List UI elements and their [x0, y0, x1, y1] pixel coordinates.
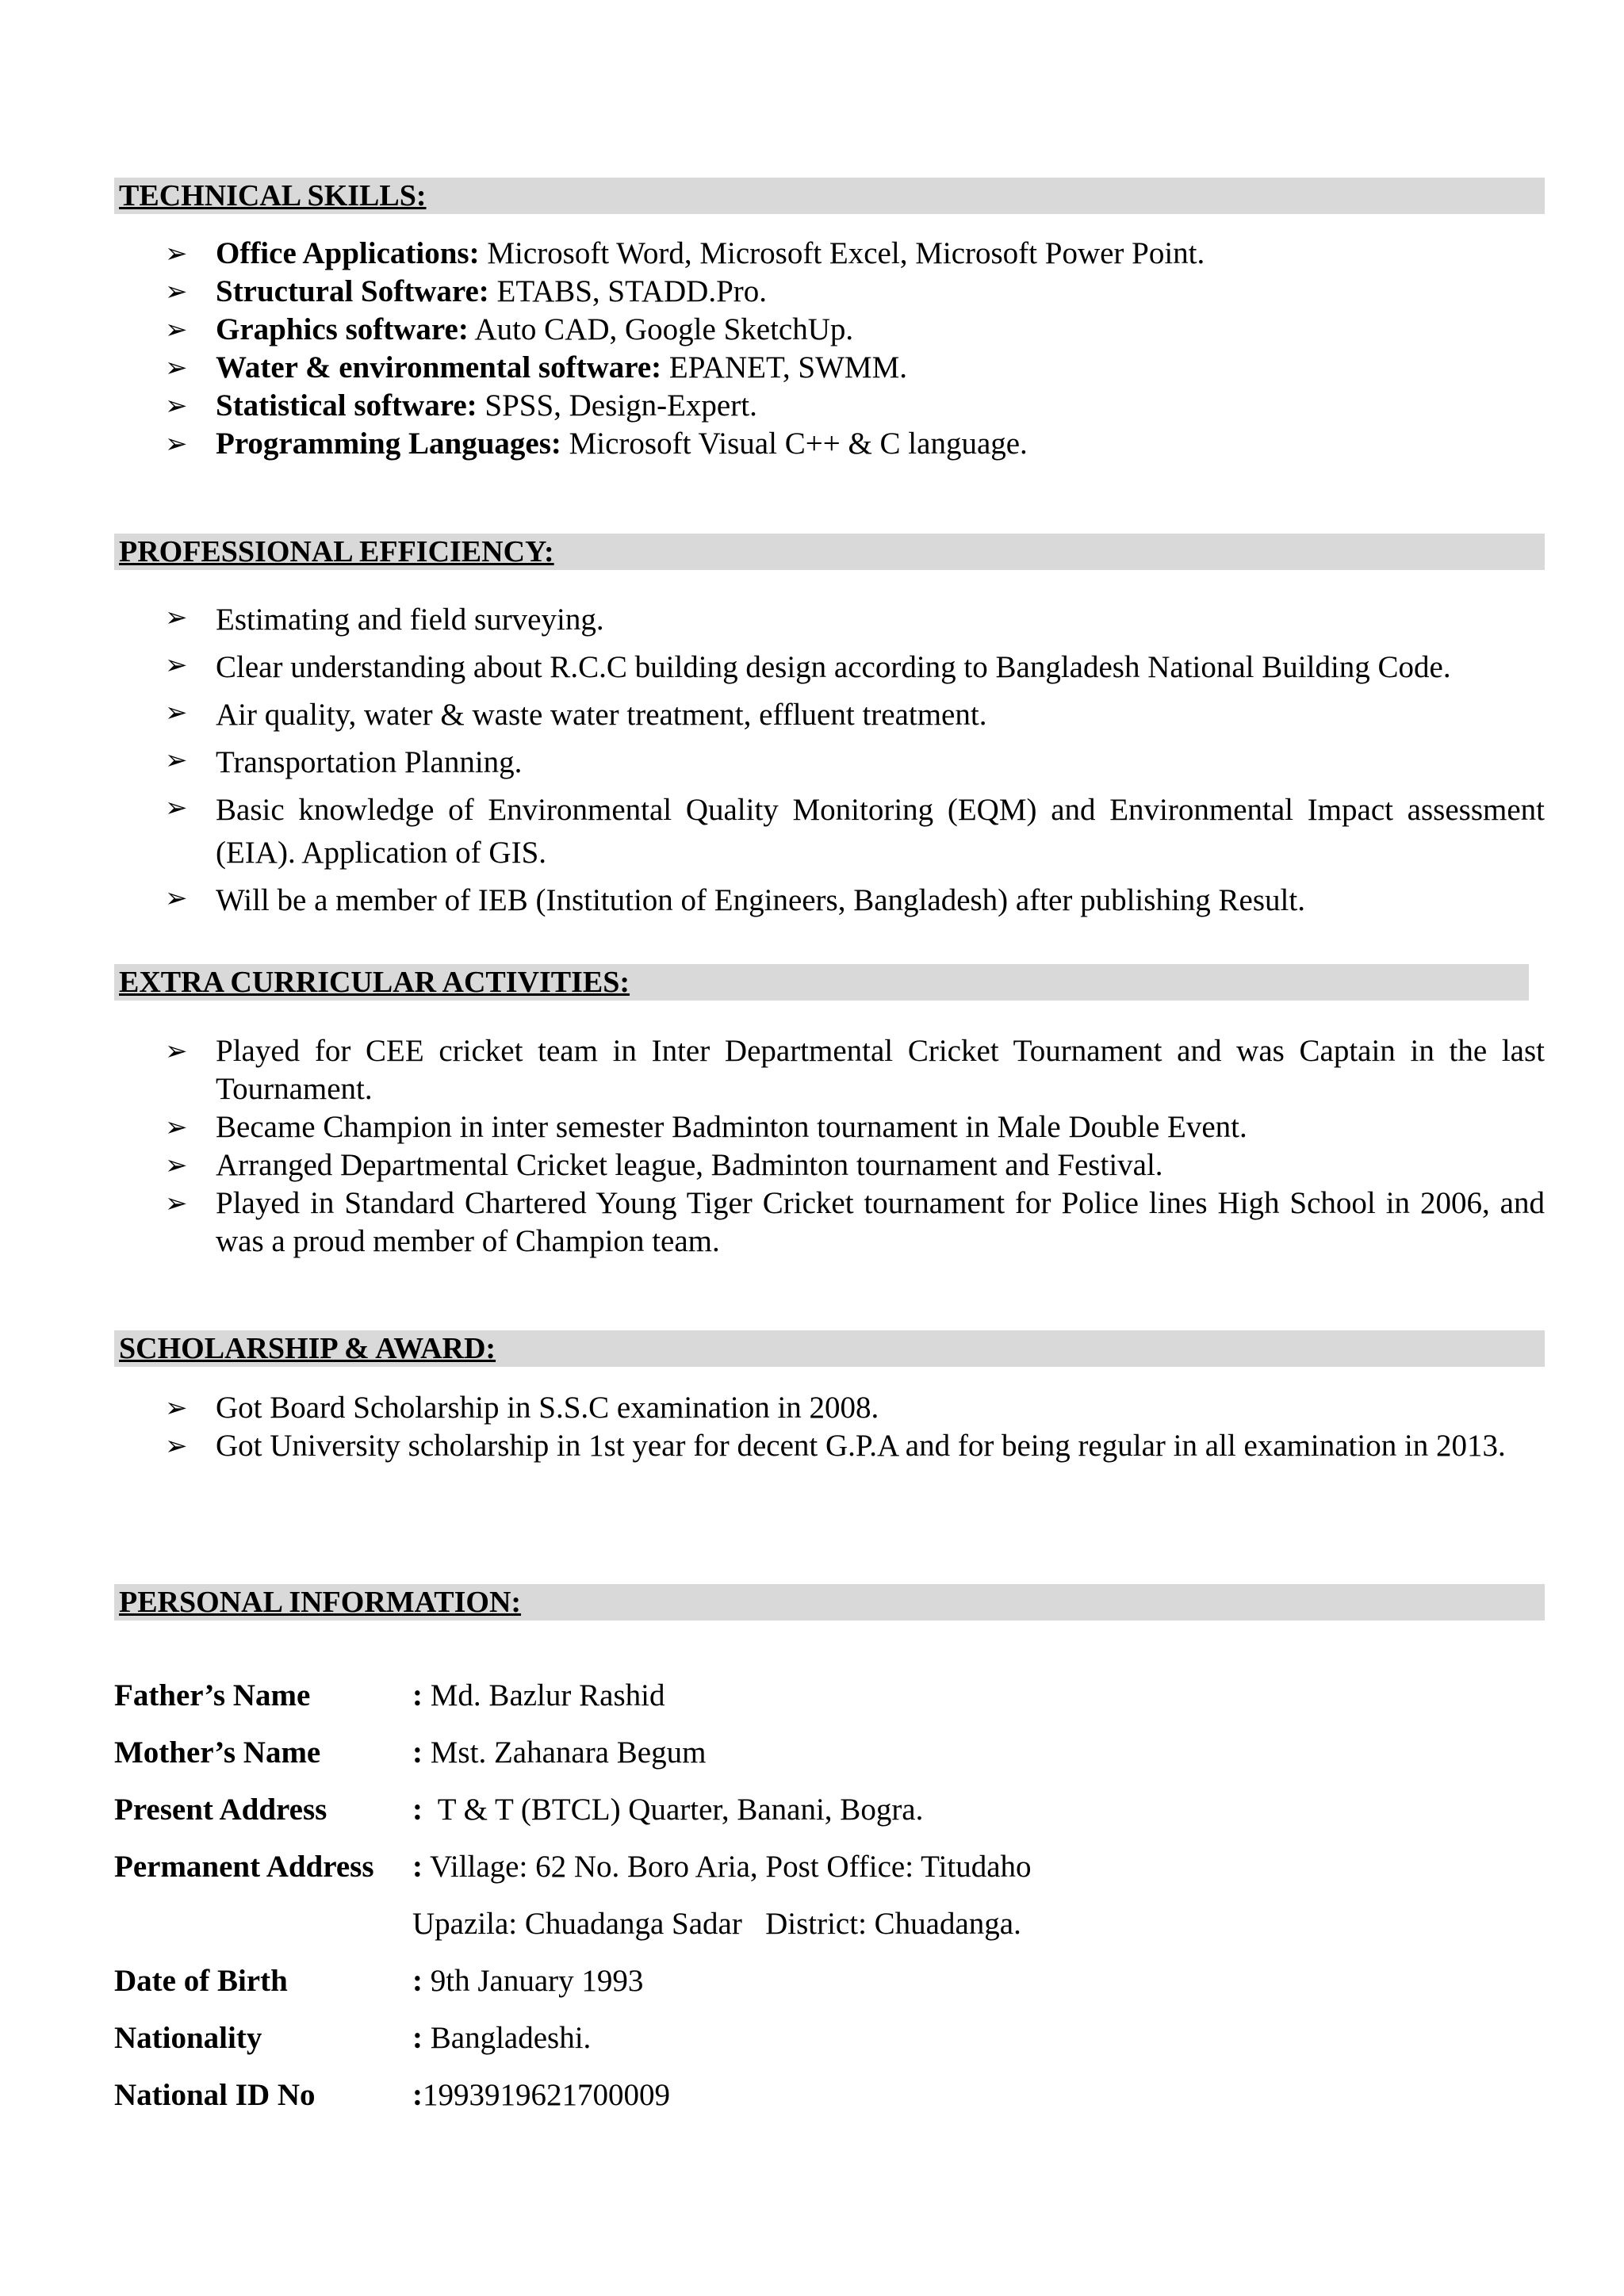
arrow-bullet-icon: ➢: [165, 1150, 188, 1181]
field-value: [412, 1895, 1032, 1952]
personal-information-section: [114, 1584, 1545, 2123]
field-value-text: Village: 62 No. Boro Aria, Post Office: Titudaho: [423, 1849, 1032, 1884]
arrow-bullet-icon: ➢: [165, 882, 188, 914]
field-value: [412, 2009, 1032, 2066]
arrow-bullet-icon: ➢: [165, 314, 188, 346]
arrow-bullet-icon: ➢: [165, 276, 188, 308]
field-value: [412, 1781, 1032, 1838]
section-heading: [114, 534, 1545, 570]
field-label: Date of Birth: [114, 1963, 288, 1998]
skill-text: ETABS, STADD.Pro.: [488, 274, 767, 308]
arrow-bullet-icon: ➢: [165, 1392, 188, 1424]
skill-label: Office Applications:: [216, 236, 480, 270]
list-item-text: Played for CEE cricket team in Inter Departmental Cricket Tournament and was Captain in the last Tournament.: [216, 1034, 1545, 1106]
field-label: [114, 1895, 412, 1952]
arrow-bullet-icon: ➢: [165, 744, 188, 776]
section-heading: [114, 964, 1529, 1001]
section-heading-text: EXTRA CURRICULAR ACTIVITIES:: [119, 966, 630, 999]
section-heading-text: PERSONAL INFORMATION:: [119, 1586, 522, 1619]
list-item: [114, 1427, 1545, 1465]
list-item: [114, 741, 1545, 784]
list-item-text: Became Champion in inter semester Badminton tournament in Male Double Event.: [216, 1110, 1247, 1144]
list-item-text: Played in Standard Chartered Young Tiger Cricket tournament for Police lines High School in 2006, and was a proud member of Champion team.: [216, 1186, 1545, 1258]
field-value: [412, 1838, 1032, 1895]
field-value-text: Md. Bazlur Rashid: [423, 1678, 665, 1712]
field-colon: :: [412, 2077, 423, 2112]
skill-label: Programming Languages:: [216, 427, 561, 461]
field-value: [412, 1724, 1032, 1781]
table-row: [114, 1838, 1032, 1895]
extra-curricular-section: [114, 964, 1545, 1261]
skill-label: Structural Software:: [216, 274, 489, 308]
section-heading-text: SCHOLARSHIP & AWARD:: [119, 1332, 496, 1365]
arrow-bullet-icon: ➢: [165, 1112, 188, 1143]
scholarship-award-section: [114, 1330, 1545, 1465]
field-value-text: T & T (BTCL) Quarter, Banani, Bogra.: [423, 1792, 924, 1827]
skill-text: SPSS, Design-Expert.: [477, 388, 757, 423]
field-label: Mother’s Name: [114, 1735, 321, 1770]
arrow-bullet-icon: ➢: [165, 649, 188, 681]
table-row: [114, 2009, 1032, 2066]
list-item: [114, 273, 1545, 311]
skill-text: Auto CAD, Google SketchUp.: [468, 312, 854, 346]
list-item-text: Got University scholarship in 1st year for decent G.P.A and for being regular in all examination in 2013.: [216, 1429, 1506, 1463]
section-heading: [114, 1330, 1545, 1367]
field-label: Present Address: [114, 1792, 327, 1827]
arrow-bullet-icon: ➢: [165, 792, 188, 824]
field-label: Father’s Name: [114, 1678, 311, 1712]
list-item: [114, 599, 1545, 641]
skill-text: Microsoft Visual C++ & C language.: [561, 427, 1028, 461]
list-item-text: Transportation Planning.: [216, 745, 523, 779]
arrow-bullet-icon: ➢: [165, 602, 188, 633]
field-colon: :: [412, 1735, 423, 1770]
field-colon: :: [412, 2020, 423, 2055]
field-label: National ID No: [114, 2077, 316, 2112]
field-value-text: 9th January 1993: [423, 1963, 644, 1998]
field-value-text: Bangladeshi.: [423, 2020, 592, 2055]
field-colon: :: [412, 1963, 423, 1998]
arrow-bullet-icon: ➢: [165, 1035, 188, 1067]
field-colon: :: [412, 1849, 423, 1884]
field-colon: :: [412, 1678, 423, 1712]
field-colon: :: [412, 1792, 423, 1827]
list-item: [114, 387, 1545, 425]
list-item: [114, 1389, 1545, 1427]
field-value: [412, 1952, 1032, 2009]
skill-label: Water & environmental software:: [216, 350, 662, 385]
field-value-text: 1993919621700009: [423, 2077, 670, 2112]
list-item-text: Air quality, water & waste water treatment, effluent treatment.: [216, 698, 987, 732]
list-item: [114, 789, 1545, 874]
extra-curricular-list: [114, 1032, 1545, 1261]
arrow-bullet-icon: ➢: [165, 428, 188, 460]
table-row: [114, 2066, 1032, 2123]
arrow-bullet-icon: ➢: [165, 238, 188, 270]
list-item: [114, 646, 1545, 689]
professional-efficiency-section: [114, 534, 1545, 927]
list-item-text: Clear understanding about R.C.C building design according to Bangladesh National Building Code.: [216, 650, 1451, 684]
arrow-bullet-icon: ➢: [165, 1430, 188, 1462]
skill-label: Graphics software:: [216, 312, 469, 346]
table-row: [114, 1667, 1032, 1724]
skill-label: Statistical software:: [216, 388, 477, 423]
section-heading-text: TECHNICAL SKILLS:: [119, 179, 427, 212]
table-row: [114, 1895, 1032, 1952]
arrow-bullet-icon: ➢: [165, 1188, 188, 1219]
table-row: [114, 1952, 1032, 2009]
field-value-text: Upazila: Chuadanga Sadar District: Chuadanga.: [412, 1906, 1021, 1941]
technical-skills-section: [114, 178, 1545, 463]
field-value: [412, 2066, 1032, 2123]
field-value: [412, 1667, 1032, 1724]
list-item: [114, 311, 1545, 349]
field-label: Permanent Address: [114, 1849, 374, 1884]
list-item-text: Arranged Departmental Cricket league, Badminton tournament and Festival.: [216, 1148, 1163, 1182]
list-item-text: Basic knowledge of Environmental Quality Monitoring (EQM) and Environmental Impact assessment (EIA). Application of GIS.: [216, 793, 1545, 870]
arrow-bullet-icon: ➢: [165, 352, 188, 384]
section-heading: [114, 1584, 1545, 1621]
list-item: [114, 1146, 1545, 1184]
list-item: [114, 879, 1545, 922]
section-heading: [114, 178, 1545, 214]
list-item-text: Got Board Scholarship in S.S.C examination in 2008.: [216, 1391, 879, 1425]
arrow-bullet-icon: ➢: [165, 697, 188, 729]
list-item: [114, 1032, 1545, 1108]
table-row: [114, 1781, 1032, 1838]
technical-skills-list: [114, 235, 1545, 463]
field-label: Nationality: [114, 2020, 262, 2055]
list-item: [114, 235, 1545, 273]
list-item-text: Will be a member of IEB (Institution of Engineers, Bangladesh) after publishing Result.: [216, 883, 1305, 917]
list-item: [114, 425, 1545, 463]
professional-efficiency-list: [114, 599, 1545, 922]
scholarship-list: [114, 1389, 1545, 1465]
list-item: [114, 349, 1545, 387]
field-value-text: Mst. Zahanara Begum: [423, 1735, 707, 1770]
skill-text: EPANET, SWMM.: [661, 350, 908, 385]
skill-text: Microsoft Word, Microsoft Excel, Microsoft Power Point.: [479, 236, 1205, 270]
personal-info-table: [114, 1667, 1032, 2123]
table-row: [114, 1724, 1032, 1781]
arrow-bullet-icon: ➢: [165, 390, 188, 422]
list-item: [114, 1108, 1545, 1146]
section-heading-text: PROFESSIONAL EFFICIENCY:: [119, 535, 554, 568]
list-item-text: Estimating and field surveying.: [216, 603, 604, 637]
list-item: [114, 694, 1545, 737]
list-item: [114, 1184, 1545, 1261]
